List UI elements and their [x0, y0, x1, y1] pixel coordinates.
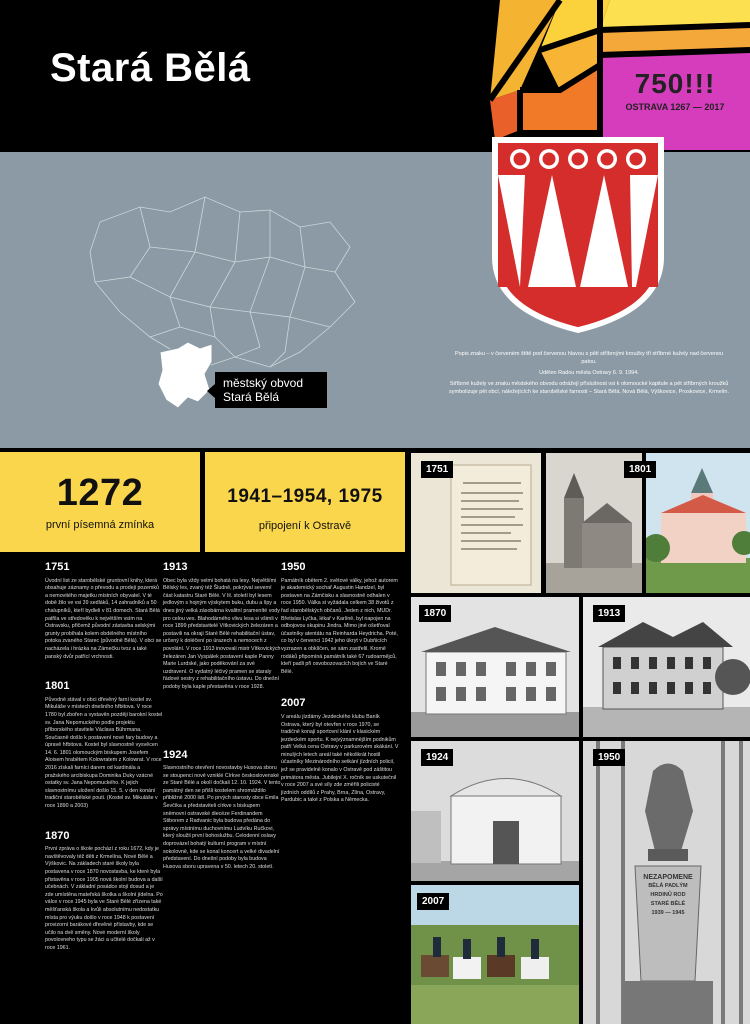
history-paragraph: Památník obětem 2. světové války, jehož autorem je akademický sochař Augustin Handzel, byl postaven na Zámčisku a slavnostně odhalen v roce 1950. Válka si vyžádala celkem 38 životů z řad starobělských občanů. Jeden z nich, MUDr. Břetislav Lyčka, lékař v Karlíně, byl napojen na odbojovou skupinu Jindra. Mimo jiné ošetřoval účastníky atentátu na Reinharda Heydricha. Poté, co byl v červenci 1942 jeho úkryt v Dubňicích vyzrazen a obklíčen, se sám zastřelil. Kromě rodáků připomíná památník také 67 rudoarmějců, kteří padli při osvobozovacích bojích ve Staré Bělé.: [281, 577, 398, 675]
fact-box-first-mention: [0, 452, 200, 552]
fact-value: 1272: [56, 472, 144, 514]
year-heading: 1801: [45, 680, 70, 693]
fact-value: 1941–1954, 1975: [227, 486, 383, 507]
anniversary-number: 750!!!: [634, 68, 716, 99]
history-paragraph: První zpráva o škole pochází z roku 1672, kdy je navštěvovaly též děti z Krmelína, Nové Bělé a Výškovic. Na základech staré školy byla postavena v roce 1870 novostavba, ke které byla přistavěna v roce 1905 nová školní budova a další učebnách. V základní posádce stojí dosud a je zde umístěna mateřská školka a školní jídelna. Po válce v roce 1945 byla ve Staré Bělé zřízena také měšťanská škola a kvůli absolutnímu nedostatku místa pro výuku došlo v roce 1948 k postavení provizorní barákové dřevěné přístavby, kde se učilo na dvě směny. Nové moderní školy povolovneho typu se žáci a učitelé dočkali až v roce 1961.: [45, 846, 163, 951]
photo-2007-riders: [411, 885, 579, 1024]
page-title: Stará Bělá: [50, 46, 251, 90]
coat-of-arms: [492, 137, 664, 333]
anniversary-badge: [610, 68, 740, 112]
year-heading: 2007: [281, 697, 306, 710]
history-paragraph: V areálu jízdárny Jezdeckého klubu Baník Ostrava, který byl otevřen v roce 1970, se tradičně konají sportovní klání v klasickém jezdeckém sportu. K nejvýznamnějším podnikům patří Velká cena Ostravy v parkurovém skákání. V minulých letech areál také několikrát hostil účastníky Mezinárodního setkání jízdních policií, jež se pravidelně konalo v Ostravě pod záštitou primátora města. Jubilejní X. ročník se uskutečnil v roce 2007 a své síly zde změřili policisté jízdních oddílů z Prahy, Brna, Zlína, Ostravy, Pardubic a také z Polska a Německa.: [281, 713, 399, 804]
inscription-line: NEZAPOMENE: [643, 874, 693, 881]
photo-year-tag: 1751: [421, 461, 453, 478]
district-label-line1: městský obvod: [223, 376, 304, 390]
monument-inscription: [641, 873, 695, 918]
history-paragraph: Úvodní list ze starobělské gruntovní knihy, která obsahuje záznamy o převodu a prodeji pozemků a nemovitého majetku místních obyvatel. V té době žilo ve vsi 39 sedláků, 14 zahradníků a 50 chalupníků, kteří bydleli v 81 domech. Stará Bělá patřila ve středověku k největším vsím na Ostravsku, přičemž původní zástavba selskými grunty probíhala kolem obdélného místního potoka zvaného Starec (původně Bělá). V obci se nacházela i hrázka na Zámečku tvoz a také panský dvůr patřící vrchnosti.: [45, 577, 162, 660]
inscription-line: STARÉ BĚLÉ: [650, 901, 686, 907]
photo-1924-husuv-sbor: [411, 741, 579, 881]
year-heading: 1950: [281, 561, 306, 573]
text-column-2: [163, 561, 281, 893]
inscription-line: 1939 — 1945: [651, 910, 685, 916]
inscription-line: BĚLÁ PADLÝM: [648, 883, 688, 889]
year-heading: 1870: [45, 829, 70, 842]
coat-description-2: Udělen Radou města Ostravy 6. 9. 1994.: [539, 370, 639, 376]
coat-description-3: Stříbrné kužely ve znaku městského obvodu odrážejí příslušnost vsi k olomoucké kapitule a pět stříbrných kroužků symbolizuje pět obcí, náležejících ke starobělské farnosti – Stará Bělá, Nová Bělá, Výškovice, Proskovice, Krmelín.: [448, 381, 730, 395]
district-label-line2: Stará Bělá: [223, 390, 280, 404]
new-church-image: [646, 453, 750, 593]
year-heading: 1924: [163, 748, 188, 761]
year-heading: 1913: [163, 561, 188, 573]
anniversary-years: OSTRAVA 1267 — 2017: [625, 102, 725, 112]
photo-year-tag: 1950: [593, 749, 625, 766]
photo-year-tag: 1924: [421, 749, 453, 766]
fact-box-annexation: [205, 452, 405, 552]
photo-1870-school: [411, 597, 579, 737]
coat-description-1: Popis znaku – v červeném štítě pod červenou hlavou s pěti stříbrnými kroužky tři stříbrné kužely nad červenou patou.: [454, 351, 724, 365]
photo-1913-sanatorium: [583, 597, 750, 737]
year-heading: 1751: [45, 561, 70, 573]
photo-1801-church-new: [629, 453, 750, 593]
photo-year-tag: 2007: [417, 893, 449, 910]
history-paragraph: Obec byla vždy velmi bohatá na lesy. Největšími Bělský les, zvaný též Šludně, pokrýval severní část katastru Staré Bělé. V lil. století byl lesem jedlovým s hojným výskytem buku, dubu a lípy a dnes jiný velká zásobárna kvalitní prameníté vody pro celou ves. Blahodárného vlivu lesa si všimli v roce 1899 představitelé Vítkovických železáren a postavili na okraji Staré Bělé rehabilitační ústav, určený k doléčení po úrazech a nemocech z povolání. V roce 1913 inovovali mistr Vítkovických železáren Jan Vyspálek postavení kaple Panny Marie Lurdské, jako poděkování za své uzdravení. O vydatný léčivý pramen se staraly řádové sestry z rehabilitačního ústavu. Do dnešní podoby byla kaple přestavěna v roce 1928.: [163, 577, 281, 690]
stara-bela-district-shape: [158, 342, 212, 408]
coat-of-arms-description: [448, 350, 730, 399]
text-column-3: [281, 561, 399, 827]
photo-year-tag: 1913: [593, 605, 625, 622]
photo-year-tag: 1801: [624, 461, 656, 478]
history-paragraph: Slavnostního otevření novostavby Husova sboru se stoupenci nové vzniklé Církve československé ze Staré Bělé a okolí dočkali 12. 10. 1924. V tento památný den se přišli kostelem shromáždilo přibližně 2000 lidí. Po prvých starosty obce Emila Ševčíka a představiteli církve s biskupem sněmovní ostravské diecéze Ferdinandem Stiborem z Radvanic byla budova předána do správy místnímu duchovnímu Ludvíku Ručkovi, který sloužil první bohoslužbu. Celodenní oslavy doprovázel bohatý kulturní program v místní sokolovně, kde se konal koncert a velké divadelní představení. Do dnešní podoby byla budova Husova sboru upravena v 50. letech 20. století.: [163, 765, 281, 870]
fact-label: první písemná zmínka: [45, 519, 155, 531]
photo-1751-manuscript: [411, 453, 541, 593]
district-label: [215, 372, 327, 408]
history-paragraph: Původně stával v obci dřevěný farní kostel sv. Mikuláše v místech dnešního hřbitova. V roce 1780 byl zbořen a vystavěn později barokní kostel sv. Jana Nepomuckého podle projektu příborského stavitele Václava Bührmana. Současně došlo k postavení nové fary budovy a úpravě hřbitova. Kostel byl slavnostně vysvěcen 14. 6. 1801 olomouckým biskupem Josefem Aloisem hrabětem Kolowratem z Kolowrat. V roce 2016 získali farníci darem od kardinála a pražského arcibiskupa Dominika Duky vzácné ostatky sv. Jana Nepomuckého. K jejich slavnostnímu uložení došlo 15. 5. v den konání tradiční starobělské pouti. (Kostel sv. Mikuláše v roce 1890 a 2003): [45, 696, 163, 810]
fact-label: připojení k Ostravě: [258, 520, 352, 532]
photo-1950-monument: [583, 741, 750, 1024]
header: [0, 0, 750, 152]
inscription-line: HRDINŮ ROD: [650, 892, 686, 898]
photo-year-tag: 1870: [419, 605, 451, 622]
text-column-1: [45, 561, 163, 975]
